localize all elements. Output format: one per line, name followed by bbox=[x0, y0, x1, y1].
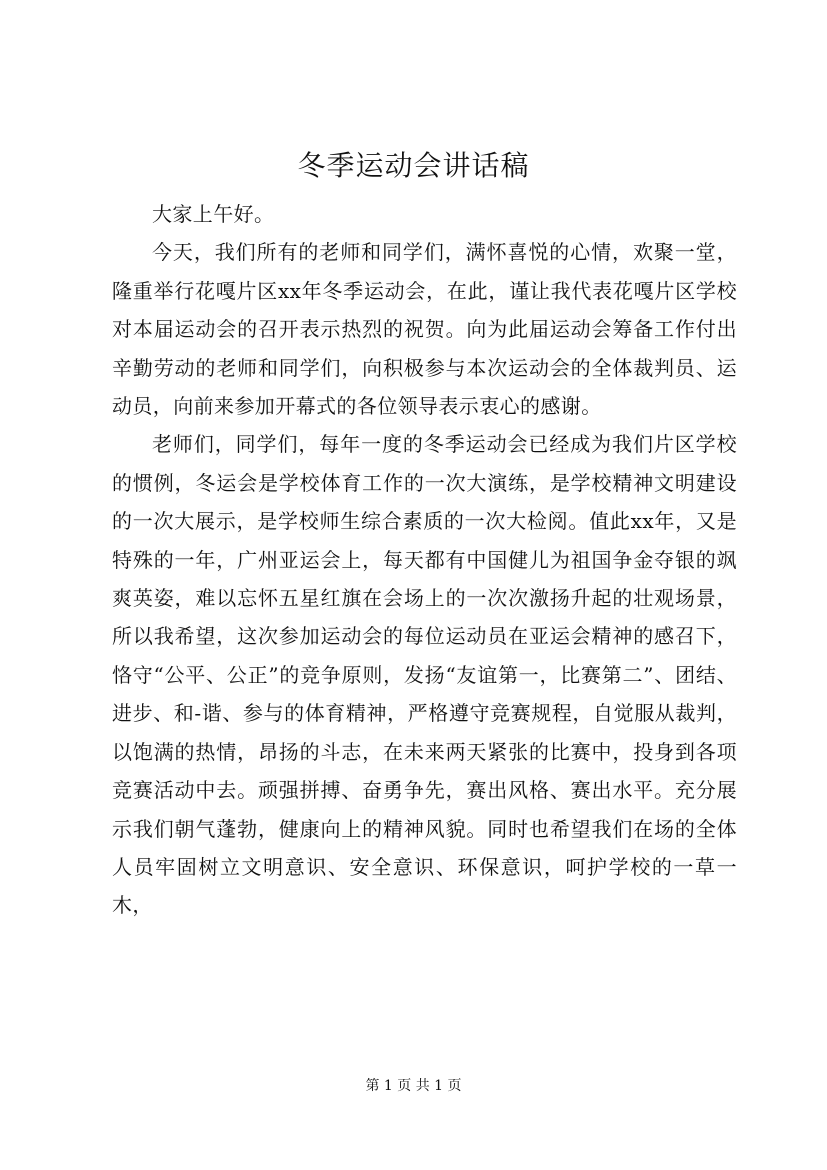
document-body bbox=[112, 195, 737, 925]
page-footer: 第 1 页 共 1 页 bbox=[365, 1078, 462, 1094]
paragraph-greeting: 大家上午好。 bbox=[152, 202, 275, 226]
paragraph-opening: 今天，我们所有的老师和同学们，满怀喜悦的心情，欢聚一堂，隆重举行花嘎片区xx年冬季运动会，在此，谨让我代表花嘎片区学校对本届运动会的召开表示热烈的祝贺。向为此届运动会筹备工作付出辛勤劳动的老师和同学们，向积极参与本次运动会的全体裁判员、运动员，向前来参加开幕式的各位领导表示衷心的感谢。 bbox=[112, 240, 737, 419]
paragraph-main: 老师们，同学们，每年一度的冬季运动会已经成为我们片区学校的惯例，冬运会是学校体育工作的一次大演练，是学校精神文明建设的一次大展示，是学校师生综合素质的一次大检阅。值此xx年，又是特殊的一年，广州亚运会上，每天都有中国健儿为祖国争金夺银的飒爽英姿，难以忘怀五星红旗在会场上的一次次激扬升起的壮观场景，所以我希望，这次参加运动会的每位运动员在亚运会精神的感召下，恪守“公平、公正”的竞争原则，发扬“友谊第一，比赛第二”、团结、进步、和-谐、参与的体育精神，严格遵守竞赛规程，自觉服从裁判，以饱满的热情，昂扬的斗志，在未来两天紧张的比赛中，投身到各项竞赛活动中去。顽强拼搏、奋勇争先，赛出风格、赛出水平。充分展示我们朝气蓬勃，健康向上的精神风貌。同时也希望我们在场的全体人员牢固树立文明意识、安全意识、环保意识，呵护学校的一草一木， bbox=[112, 432, 737, 918]
page-title: 冬季运动会讲话稿 bbox=[297, 149, 530, 182]
